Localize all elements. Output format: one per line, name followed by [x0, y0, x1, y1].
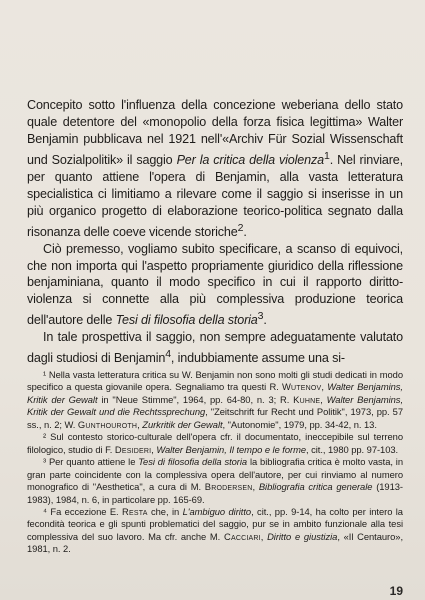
footnotes	[27, 369, 403, 556]
text-run: , "Autonomie", 1979, pp. 34-42, n. 13.	[222, 418, 377, 430]
paragraph	[27, 329, 403, 367]
text-run: , cit., 1980 pp. 97-103.	[306, 443, 399, 455]
text-run: , "Zeitschrift fur Recht und Politik", 1973, pp. 57 ss., n. 2; W.	[27, 406, 403, 430]
text-run: Ciò premesso, vogliamo subito specificare, a scanso di equivoci, che non importa qui l'aspetto propriamente giuridico della riflessione benjaminiana, quanto il modo specifico in cui il rapporto diritto-violenza si connette alla più complessiva produzione teorica dell'autore delle	[27, 241, 403, 328]
author-name: Resta	[122, 505, 148, 517]
footnote-4: ⁴ Fa eccezione E. Resta che, in L'ambiguo diritto, cit., pp. 9-14, ha colto per intero la fecondità teorica e gli spunti problematici del saggio, pur se in ambito funzionale alla tesi complessiva del suo lavoro. Ma cfr. anche M. Cacciari, Diritto e giustizia, «Il Centauro», 1981, n. 2.	[27, 505, 404, 555]
author-name: Cacciari	[224, 530, 261, 542]
author-name: Brodersen	[204, 481, 253, 493]
text-run: , indubbiamente assume una si-	[170, 351, 345, 366]
main-text	[27, 97, 403, 367]
work-title: Walter Benjamins, Kritik der Gewalt	[27, 381, 403, 405]
text-run: , «Il Centauro», 1981, n. 2.	[27, 530, 404, 555]
work-title: Per la critica della violenza	[176, 152, 325, 167]
work-title: Zurkritik der Gewalt	[142, 418, 223, 430]
footnote-ref: 3	[257, 310, 264, 323]
author-name: Gunthouroth	[77, 418, 138, 430]
text-run: in "Neue Stimme", 1964, pp. 64-80, n. 3; R.	[97, 393, 294, 405]
work-title: Diritto e giustizia	[267, 530, 338, 542]
text-run: ³ Per quanto attiene le	[43, 456, 139, 468]
footnote-ref: 2	[237, 221, 244, 234]
work-title: Walter Benjamin, Il tempo e le forme	[156, 443, 307, 455]
work-title: Walter Benjamins, Kritik der Gewalt und die Rechtssprechung	[27, 393, 404, 418]
text-run: ⁴ Fa eccezione E.	[43, 505, 123, 517]
paragraph	[27, 241, 403, 330]
page-number: 19	[389, 584, 403, 598]
text-run: ² Sul contesto storico-culturale dell'opera cfr. il documentato, ineccepibile sul terreno filologico, studio di F.	[27, 431, 403, 455]
footnote-ref: 1	[324, 149, 330, 162]
text-run: (1913-1983), 1984, n. 6, in particolare pp. 165-69.	[27, 481, 403, 505]
work-title: Tesi di filosofia della storia	[115, 313, 258, 328]
author-name: Kuhne	[293, 393, 321, 405]
paragraph	[27, 97, 403, 241]
footnote-1: ¹ Nella vasta letteratura critica su W. Benjamin non sono molti gli studi dedicati in modo specifico a questa giovanile opera. Segnaliamo tra questi R. Wutenov, Walter Benjamins, Kritik der Gewalt in "Neue Stimme", 1964, pp. 64-80, n. 3; R. Kuhne, Walter Benjamins, Kritik der Gewalt und die Rechtssprechung, "Zeitschrift fur Recht und Politik", 1973, pp. 57 ss., n. 2; W. Gunthouroth, Zurkritik der Gewalt, "Autonomie", 1979, pp. 34-42, n. 13.	[27, 369, 404, 430]
footnote-2: ² Sul contesto storico-culturale dell'opera cfr. il documentato, ineccepibile sul terreno filologico, studio di F. Desideri, Walter Benjamin, Il tempo e le forme, cit., 1980 pp. 97-103.	[27, 431, 403, 455]
author-name: Wutenov	[282, 381, 322, 393]
text-run: ¹ Nella vasta letteratura critica su W. Benjamin non sono molti gli studi dedicati in modo specifico a questa giovanile opera. Segnaliamo tra questi R.	[27, 369, 403, 393]
work-title: Bibliografia critica generale	[258, 481, 373, 493]
footnote-3: ³ Per quanto attiene le Tesi di filosofia della storia la bibliografia critica è molto vasta, in gran parte coincidente con la complessiva opera dell'autore, per cui rinviamo al numero monografico di "Aesthetica", a cura di M. Brodersen, Bibliografia critica generale (1913-1983), 1984, n. 6, in particolare pp. 165-69.	[27, 456, 404, 505]
text-run: .	[263, 313, 267, 328]
text-run: che, in	[147, 505, 183, 517]
work-title: Tesi di filosofia della storia	[138, 456, 248, 468]
text-run: In tale prospettiva il saggio, non sempre adeguatamente valutato dagli studiosi di Benjamin	[27, 330, 403, 366]
text-run: , cit., pp. 9-14, ha colto per intero la fecondità teorica e gli spunti problematici del saggio, pur se in ambito funzionale alla tesi complessiva del suo lavoro. Ma cfr. anche M.	[27, 505, 403, 542]
text-run: la bibliografia critica è molto vasta, in gran parte coincidente con la complessiva opera dell'autore, per cui rinviamo al numero monografico di "Aesthetica", a cura di M.	[27, 456, 404, 493]
author-name: Desideri	[114, 443, 152, 455]
text-run: . Nel rinviare, per quanto attiene l'opera di Benjamin, alla vasta letteratura specialistica ci limitiamo a rilevare come il saggio si inserisse in un più organico progetto di elaborazione teorico-politica segnato dalla risonanza delle coeve vicende storiche	[27, 152, 404, 239]
footnote-ref: 4	[165, 348, 171, 361]
text-run: .	[243, 224, 247, 239]
text-run: Concepito sotto l'influenza della concezione weberiana dello stato quale detentore del «monopolio della forza fisica legittima» Walter Benjamin pubblicava nel 1921 nell'«Archiv Für Sozial Wissenschaft und Sozialpolitik» il saggio	[27, 98, 403, 167]
work-title: L'ambiguo diritto	[182, 505, 252, 517]
